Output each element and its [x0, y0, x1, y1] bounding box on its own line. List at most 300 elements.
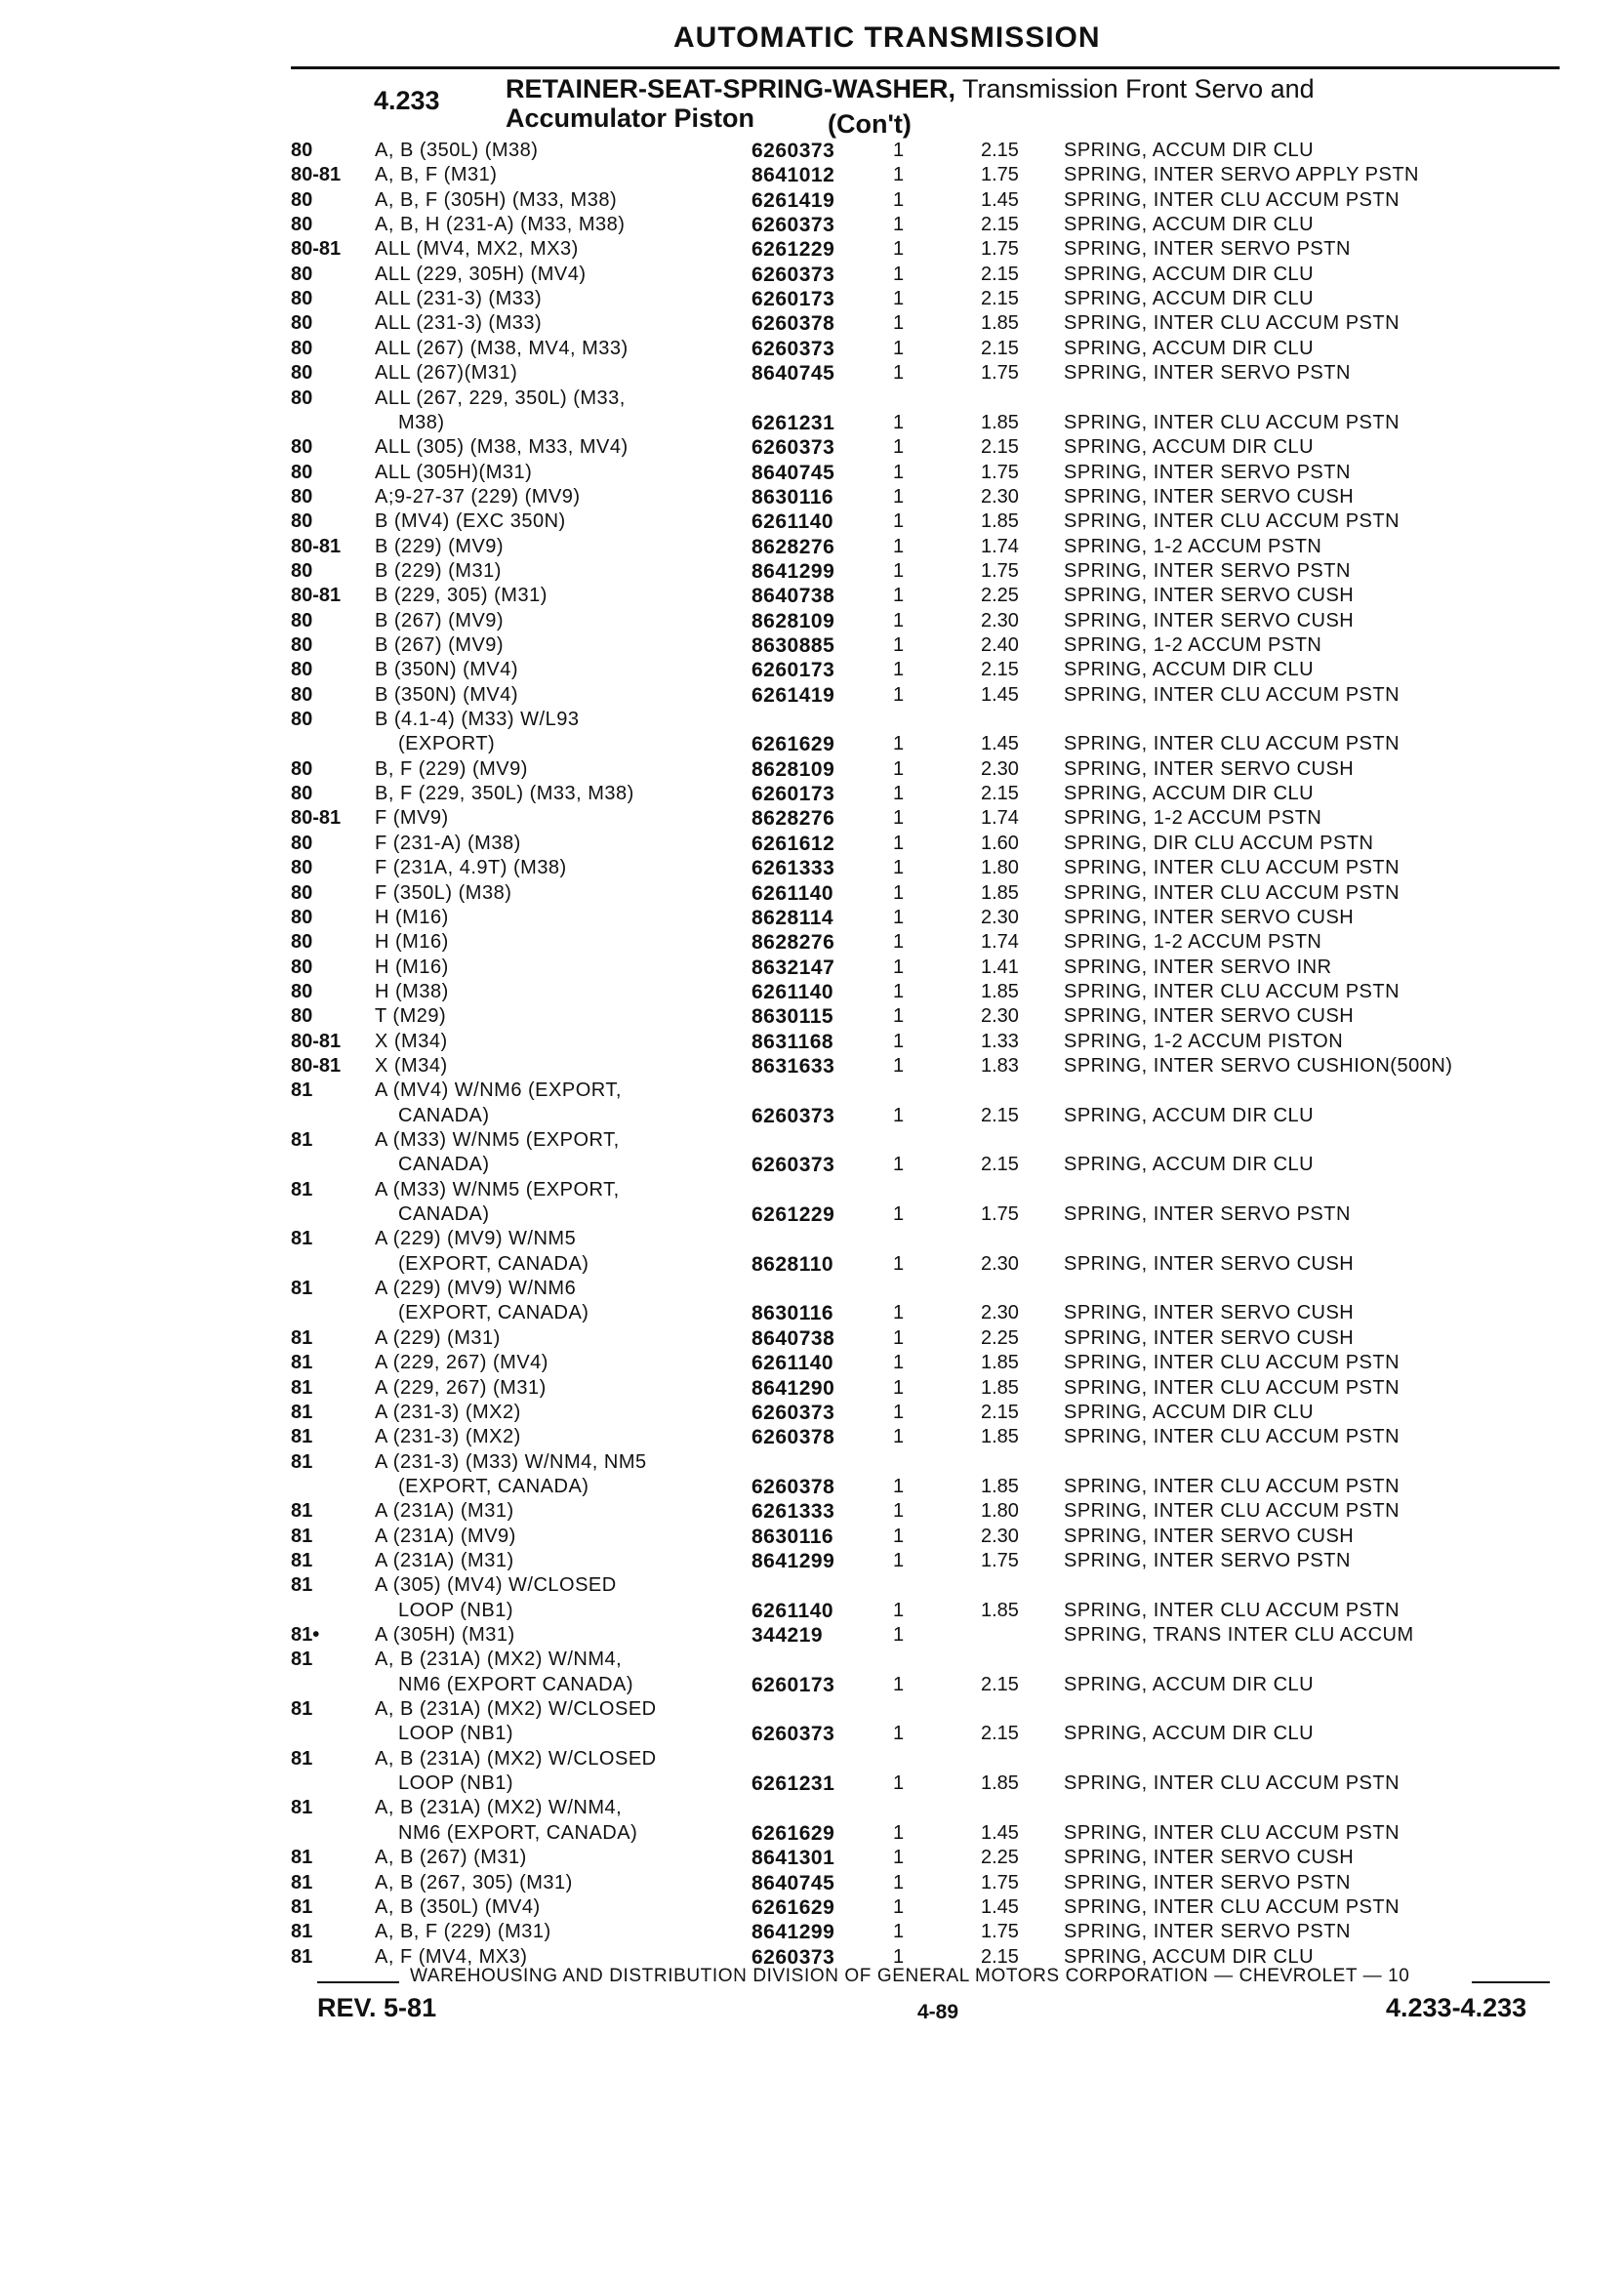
model-year: 80 — [291, 659, 313, 681]
part-number: 6261629 — [751, 1821, 835, 1845]
part-description: SPRING, INTER SERVO CUSH — [1064, 1005, 1355, 1028]
part-description: SPRING, INTER SERVO APPLY PSTN — [1064, 164, 1419, 186]
price: 2.15 — [981, 288, 1019, 310]
quantity: 1 — [893, 980, 905, 1002]
quantity: 1 — [893, 1054, 905, 1077]
part-description: SPRING, INTER CLU ACCUM PSTN — [1064, 1376, 1401, 1399]
part-description: SPRING, ACCUM DIR CLU — [1064, 1401, 1315, 1423]
part-number: 6261333 — [751, 857, 835, 880]
model-year: 80 — [291, 263, 313, 285]
model-application: F (350L) (M38) — [375, 881, 512, 904]
quantity: 1 — [893, 1895, 905, 1918]
quantity: 1 — [893, 535, 905, 557]
section-title-rest: Transmission Front Servo and — [955, 74, 1315, 103]
part-number: 8630116 — [751, 485, 834, 509]
model-application: B (229) (MV9) — [375, 535, 505, 557]
model-year: 81 — [291, 1178, 313, 1201]
quantity: 1 — [893, 1772, 905, 1795]
quantity: 1 — [893, 1154, 905, 1176]
part-description: SPRING, INTER CLU ACCUM PSTN — [1064, 683, 1401, 706]
part-number: 8628110 — [751, 1252, 834, 1276]
model-application-cont: (EXPORT, CANADA) — [398, 1252, 589, 1275]
price: 2.15 — [981, 659, 1019, 681]
quantity: 1 — [893, 585, 905, 607]
price: 1.33 — [981, 1030, 1019, 1052]
quantity: 1 — [893, 634, 905, 656]
model-year: 80 — [291, 709, 313, 731]
model-year: 80 — [291, 857, 313, 879]
model-application: B (MV4) (EXC 350N) — [375, 510, 566, 533]
model-application: ALL (231-3) (M33) — [375, 288, 543, 310]
part-number: 8640745 — [751, 461, 835, 484]
price: 1.85 — [981, 411, 1019, 433]
quantity: 1 — [893, 288, 905, 310]
part-number: 6260378 — [751, 1475, 835, 1498]
part-description: SPRING, INTER SERVO CUSH — [1064, 1326, 1355, 1349]
model-year: 80 — [291, 140, 313, 161]
quantity: 1 — [893, 1252, 905, 1275]
model-year: 81 — [291, 1450, 313, 1473]
section-title-line2: Accumulator Piston — [506, 103, 755, 133]
model-year: 80 — [291, 757, 313, 780]
part-number: 6261612 — [751, 832, 835, 855]
quantity: 1 — [893, 510, 905, 533]
quantity: 1 — [893, 362, 905, 385]
part-description: SPRING, ACCUM DIR CLU — [1064, 337, 1315, 359]
model-application-cont: NM6 (EXPORT, CANADA) — [398, 1821, 638, 1844]
part-number: 6261229 — [751, 1203, 835, 1227]
price: 1.85 — [981, 510, 1019, 533]
part-description: SPRING, INTER SERVO CUSH — [1064, 1525, 1355, 1547]
model-year: 81 — [291, 1698, 313, 1721]
quantity: 1 — [893, 436, 905, 459]
model-application: A (231-3) (MX2) — [375, 1401, 521, 1423]
part-description: SPRING, 1-2 ACCUM PSTN — [1064, 535, 1322, 557]
part-number: 8640738 — [751, 585, 835, 608]
model-application: A;9-27-37 (229) (MV9) — [375, 485, 581, 508]
page-title: AUTOMATIC TRANSMISSION — [673, 21, 1101, 54]
model-year: 81 — [291, 1500, 313, 1523]
model-application-cont: (EXPORT, CANADA) — [398, 1302, 589, 1324]
model-year: 80 — [291, 387, 313, 409]
part-description: SPRING, 1-2 ACCUM PSTN — [1064, 807, 1322, 830]
part-number: 8630115 — [751, 1005, 834, 1029]
model-application-cont: M38) — [398, 411, 445, 433]
model-application: ALL (229, 305H) (MV4) — [375, 263, 587, 285]
model-application-cont: (EXPORT, CANADA) — [398, 1475, 589, 1497]
model-application: A (305H) (M31) — [375, 1624, 515, 1646]
price: 2.30 — [981, 1252, 1019, 1275]
part-description: SPRING, INTER SERVO PSTN — [1064, 1871, 1351, 1893]
part-number: 6260378 — [751, 312, 835, 336]
part-number: 6260373 — [751, 1945, 835, 1969]
price: 2.30 — [981, 757, 1019, 780]
quantity: 1 — [893, 1376, 905, 1399]
price: 1.83 — [981, 1054, 1019, 1077]
model-application: A, B, F (305H) (M33, M38) — [375, 188, 618, 211]
model-application: ALL (305H)(M31) — [375, 461, 533, 483]
model-application: A, B (350L) (MV4) — [375, 1895, 541, 1918]
model-year: 80-81 — [291, 807, 342, 830]
part-number: 8640745 — [751, 1871, 835, 1894]
quantity: 1 — [893, 1673, 905, 1695]
quantity: 1 — [893, 214, 905, 236]
model-year: 80 — [291, 362, 313, 385]
model-application: ALL (231-3) (M33) — [375, 312, 543, 335]
model-application: A, B (231A) (MX2) W/NM4, — [375, 1797, 623, 1819]
model-year: 80 — [291, 312, 313, 335]
price: 1.60 — [981, 832, 1019, 854]
price: 1.75 — [981, 1921, 1019, 1943]
part-number: 6260373 — [751, 1104, 835, 1127]
price: 2.15 — [981, 337, 1019, 359]
model-application: A (231-3) (MX2) — [375, 1426, 521, 1448]
model-application: A (231-3) (M33) W/NM4, NM5 — [375, 1450, 647, 1473]
model-application: A (229, 267) (M31) — [375, 1376, 547, 1399]
part-description: SPRING, INTER SERVO PSTN — [1064, 238, 1351, 261]
model-year: 81 — [291, 1352, 313, 1374]
model-year: 80-81 — [291, 1030, 342, 1052]
part-number: 6261231 — [751, 411, 835, 434]
part-number: 6260373 — [751, 337, 835, 360]
part-description: SPRING, INTER SERVO PSTN — [1064, 461, 1351, 483]
part-description: SPRING, ACCUM DIR CLU — [1064, 1945, 1315, 1968]
model-year: 81• — [291, 1624, 320, 1646]
part-number: 8628276 — [751, 535, 835, 558]
part-description: SPRING, INTER CLU ACCUM PSTN — [1064, 1426, 1401, 1448]
quantity: 1 — [893, 1326, 905, 1349]
part-description: SPRING, 1-2 ACCUM PSTN — [1064, 634, 1322, 656]
price: 2.30 — [981, 1302, 1019, 1324]
part-description: SPRING, INTER SERVO CUSH — [1064, 1847, 1355, 1869]
part-description: SPRING, ACCUM DIR CLU — [1064, 1154, 1315, 1176]
model-application: X (M34) — [375, 1054, 448, 1077]
part-description: SPRING, ACCUM DIR CLU — [1064, 436, 1315, 459]
part-description: SPRING, INTER CLU ACCUM PSTN — [1064, 1500, 1401, 1523]
quantity: 1 — [893, 1549, 905, 1571]
model-application: A, B, H (231-A) (M33, M38) — [375, 214, 626, 236]
model-application: F (231A, 4.9T) (M38) — [375, 857, 567, 879]
model-application-cont: LOOP (NB1) — [398, 1723, 513, 1745]
part-number: 8641299 — [751, 559, 835, 583]
price: 1.85 — [981, 1376, 1019, 1399]
part-number: 6260173 — [751, 1673, 835, 1696]
quantity: 1 — [893, 1426, 905, 1448]
price: 1.80 — [981, 1500, 1019, 1523]
model-year: 80-81 — [291, 238, 342, 261]
section-title-bold: RETAINER-SEAT-SPRING-WASHER, — [506, 74, 956, 103]
model-application: ALL (267)(M31) — [375, 362, 518, 385]
model-application: X (M34) — [375, 1030, 448, 1052]
part-number: 8631633 — [751, 1054, 835, 1078]
part-number: 8628276 — [751, 931, 835, 955]
model-application: A, F (MV4, MX3) — [375, 1945, 528, 1968]
part-description: SPRING, ACCUM DIR CLU — [1064, 214, 1315, 236]
model-year: 80-81 — [291, 164, 342, 186]
part-description: SPRING, INTER CLU ACCUM PSTN — [1064, 733, 1401, 755]
part-number: 8641301 — [751, 1847, 835, 1870]
part-description: SPRING, INTER SERVO CUSH — [1064, 609, 1355, 631]
model-application: A, B (231A) (MX2) W/NM4, — [375, 1649, 623, 1671]
model-year: 80 — [291, 288, 313, 310]
model-year: 80 — [291, 881, 313, 904]
model-application-cont: (EXPORT) — [398, 733, 496, 755]
price: 1.85 — [981, 1426, 1019, 1448]
part-number: 6261140 — [751, 1599, 834, 1622]
model-application-cont: LOOP (NB1) — [398, 1772, 513, 1795]
part-description: SPRING, INTER SERVO CUSH — [1064, 1252, 1355, 1275]
model-year: 80 — [291, 906, 313, 928]
part-number: 8641290 — [751, 1376, 835, 1400]
part-number: 8630116 — [751, 1302, 834, 1325]
price: 2.40 — [981, 634, 1019, 656]
part-description: SPRING, INTER SERVO PSTN — [1064, 362, 1351, 385]
model-year: 81 — [291, 1426, 313, 1448]
model-year: 80 — [291, 783, 313, 805]
price: 2.30 — [981, 1005, 1019, 1028]
price: 1.75 — [981, 461, 1019, 483]
part-number: 8632147 — [751, 956, 835, 979]
quantity: 1 — [893, 857, 905, 879]
model-year: 81 — [291, 1921, 313, 1943]
part-number: 8631168 — [751, 1030, 834, 1053]
quantity: 1 — [893, 783, 905, 805]
price: 1.75 — [981, 238, 1019, 261]
part-description: SPRING, INTER CLU ACCUM PSTN — [1064, 510, 1401, 533]
part-number: 8630885 — [751, 634, 835, 657]
part-number: 8641012 — [751, 164, 835, 187]
model-application: F (231-A) (M38) — [375, 832, 521, 854]
part-description: SPRING, INTER SERVO CUSH — [1064, 757, 1355, 780]
model-application: A, B (267, 305) (M31) — [375, 1871, 573, 1893]
price: 1.74 — [981, 535, 1019, 557]
quantity: 1 — [893, 1624, 905, 1646]
model-application: A, B, F (229) (M31) — [375, 1921, 551, 1943]
part-number: 6260373 — [751, 140, 835, 162]
price: 2.15 — [981, 1723, 1019, 1745]
price: 2.30 — [981, 1525, 1019, 1547]
quantity: 1 — [893, 1500, 905, 1523]
quantity: 1 — [893, 832, 905, 854]
model-year: 80-81 — [291, 535, 342, 557]
part-description: SPRING, ACCUM DIR CLU — [1064, 140, 1315, 161]
model-application: B (229, 305) (M31) — [375, 585, 548, 607]
part-description: SPRING, INTER SERVO CUSH — [1064, 485, 1355, 508]
quantity: 1 — [893, 1871, 905, 1893]
part-number: 6260173 — [751, 659, 835, 682]
price: 2.15 — [981, 1154, 1019, 1176]
part-description: SPRING, ACCUM DIR CLU — [1064, 1723, 1315, 1745]
section-continued: (Con't) — [828, 109, 912, 139]
price: 1.85 — [981, 1599, 1019, 1621]
model-application: A (MV4) W/NM6 (EXPORT, — [375, 1079, 622, 1102]
part-number: 6260373 — [751, 436, 835, 460]
part-description: SPRING, INTER CLU ACCUM PSTN — [1064, 980, 1401, 1002]
quantity: 1 — [893, 1302, 905, 1324]
model-year: 80 — [291, 956, 313, 978]
price: 1.75 — [981, 164, 1019, 186]
model-year: 81 — [291, 1129, 313, 1151]
quantity: 1 — [893, 683, 905, 706]
part-description: SPRING, INTER CLU ACCUM PSTN — [1064, 1352, 1401, 1374]
part-description: SPRING, INTER SERVO INR — [1064, 956, 1332, 978]
model-application: A, B (350L) (M38) — [375, 140, 539, 161]
quantity: 1 — [893, 238, 905, 261]
quantity: 1 — [893, 485, 905, 508]
price: 1.45 — [981, 1821, 1019, 1844]
part-description: SPRING, TRANS INTER CLU ACCUM — [1064, 1624, 1414, 1646]
quantity: 1 — [893, 1203, 905, 1226]
price: 2.15 — [981, 1401, 1019, 1423]
model-year: 81 — [291, 1797, 313, 1819]
page-number: 4-89 — [917, 2001, 959, 2023]
model-application: ALL (MV4, MX2, MX3) — [375, 238, 579, 261]
quantity: 1 — [893, 140, 905, 161]
price: 1.75 — [981, 1203, 1019, 1226]
model-application-cont: NM6 (EXPORT CANADA) — [398, 1673, 634, 1695]
part-number: 8630116 — [751, 1525, 834, 1548]
part-number: 6261419 — [751, 188, 835, 212]
part-number: 6260373 — [751, 1401, 835, 1424]
section-reference: 4.233-4.233 — [1386, 1993, 1527, 2022]
model-year: 80-81 — [291, 585, 342, 607]
part-number: 6260373 — [751, 1723, 835, 1746]
part-number: 6261629 — [751, 733, 835, 756]
model-application: A, B (231A) (MX2) W/CLOSED — [375, 1698, 657, 1721]
quantity: 1 — [893, 461, 905, 483]
revision-label: REV. 5-81 — [317, 1993, 437, 2022]
price: 1.41 — [981, 956, 1019, 978]
quantity: 1 — [893, 733, 905, 755]
quantity: 1 — [893, 757, 905, 780]
price: 1.75 — [981, 559, 1019, 582]
price: 1.80 — [981, 857, 1019, 879]
model-application: A (305) (MV4) W/CLOSED — [375, 1574, 617, 1597]
quantity: 1 — [893, 337, 905, 359]
price: 1.75 — [981, 1871, 1019, 1893]
model-year: 80 — [291, 188, 313, 211]
part-number: 6261629 — [751, 1895, 835, 1919]
footer-text: WAREHOUSING AND DISTRIBUTION DIVISION OF GENERAL MOTORS CORPORATION — CHEVROLET — 10 — [410, 1966, 1410, 1986]
part-number: 6260373 — [751, 1154, 835, 1177]
model-application: A (229, 267) (MV4) — [375, 1352, 548, 1374]
part-description: SPRING, 1-2 ACCUM PSTN — [1064, 931, 1322, 954]
quantity: 1 — [893, 1030, 905, 1052]
model-application: B (4.1-4) (M33) W/L93 — [375, 709, 580, 731]
model-application: B (267) (MV9) — [375, 609, 505, 631]
part-description: SPRING, INTER CLU ACCUM PSTN — [1064, 188, 1401, 211]
price: 2.15 — [981, 1104, 1019, 1126]
model-application: F (MV9) — [375, 807, 449, 830]
quantity: 1 — [893, 263, 905, 285]
price: 2.25 — [981, 1326, 1019, 1349]
model-year: 80 — [291, 980, 313, 1002]
quantity: 1 — [893, 807, 905, 830]
price: 1.75 — [981, 362, 1019, 385]
price: 2.25 — [981, 585, 1019, 607]
model-year: 81 — [291, 1278, 313, 1300]
quantity: 1 — [893, 1945, 905, 1968]
model-application: A, B (267) (M31) — [375, 1847, 527, 1869]
model-application: H (M16) — [375, 931, 449, 954]
price: 1.85 — [981, 980, 1019, 1002]
model-application: B (267) (MV9) — [375, 634, 505, 656]
quantity: 1 — [893, 1401, 905, 1423]
price: 1.85 — [981, 1475, 1019, 1497]
part-description: SPRING, INTER CLU ACCUM PSTN — [1064, 312, 1401, 335]
price: 1.85 — [981, 1772, 1019, 1795]
price: 2.15 — [981, 1673, 1019, 1695]
footer-rule-right — [1472, 1981, 1550, 1983]
model-application: B, F (229, 350L) (M33, M38) — [375, 783, 634, 805]
quantity: 1 — [893, 609, 905, 631]
quantity: 1 — [893, 659, 905, 681]
model-year: 80 — [291, 683, 313, 706]
model-year: 81 — [291, 1871, 313, 1893]
price: 2.30 — [981, 485, 1019, 508]
part-description: SPRING, INTER CLU ACCUM PSTN — [1064, 857, 1401, 879]
price: 1.85 — [981, 881, 1019, 904]
model-application: A, B, F (M31) — [375, 164, 498, 186]
part-description: SPRING, ACCUM DIR CLU — [1064, 263, 1315, 285]
quantity: 1 — [893, 559, 905, 582]
price: 2.15 — [981, 1945, 1019, 1968]
part-number: 8641299 — [751, 1549, 835, 1572]
model-application: A (231A) (M31) — [375, 1549, 514, 1571]
part-number: 6261419 — [751, 683, 835, 707]
model-year: 80 — [291, 510, 313, 533]
model-year: 81 — [291, 1649, 313, 1671]
part-number: 8640745 — [751, 362, 835, 386]
model-year: 80 — [291, 634, 313, 656]
model-application: A (M33) W/NM5 (EXPORT, — [375, 1129, 620, 1151]
part-description: SPRING, INTER SERVO CUSH — [1064, 1302, 1355, 1324]
quantity: 1 — [893, 906, 905, 928]
part-number: 6260373 — [751, 263, 835, 286]
price: 2.15 — [981, 783, 1019, 805]
part-description: SPRING, INTER SERVO PSTN — [1064, 1549, 1351, 1571]
model-application: A (231A) (M31) — [375, 1500, 514, 1523]
model-application: A (229) (MV9) W/NM6 — [375, 1278, 577, 1300]
model-year: 80-81 — [291, 1054, 342, 1077]
model-year: 81 — [291, 1574, 313, 1597]
model-application: A (229) (MV9) W/NM5 — [375, 1228, 577, 1250]
model-year: 80 — [291, 1005, 313, 1028]
part-description: SPRING, ACCUM DIR CLU — [1064, 288, 1315, 310]
price: 1.75 — [981, 1549, 1019, 1571]
model-application-cont: CANADA) — [398, 1154, 490, 1176]
part-number: 8628109 — [751, 757, 835, 781]
part-number: 6261333 — [751, 1500, 835, 1524]
part-number: 6261140 — [751, 1352, 834, 1375]
price: 2.15 — [981, 263, 1019, 285]
price: 1.74 — [981, 807, 1019, 830]
model-year: 81 — [291, 1079, 313, 1102]
part-number: 6260378 — [751, 1426, 835, 1449]
model-year: 81 — [291, 1895, 313, 1918]
part-number: 8628109 — [751, 609, 835, 632]
model-year: 81 — [291, 1228, 313, 1250]
part-description: SPRING, ACCUM DIR CLU — [1064, 1104, 1315, 1126]
price: 2.15 — [981, 436, 1019, 459]
model-application: ALL (267, 229, 350L) (M33, — [375, 387, 626, 409]
model-application: ALL (305) (M38, M33, MV4) — [375, 436, 629, 459]
model-year: 81 — [291, 1945, 313, 1968]
part-number: 6261140 — [751, 510, 834, 534]
part-number: 344219 — [751, 1624, 824, 1647]
footer-rule-left — [317, 1981, 399, 1983]
part-number: 6260173 — [751, 288, 835, 311]
